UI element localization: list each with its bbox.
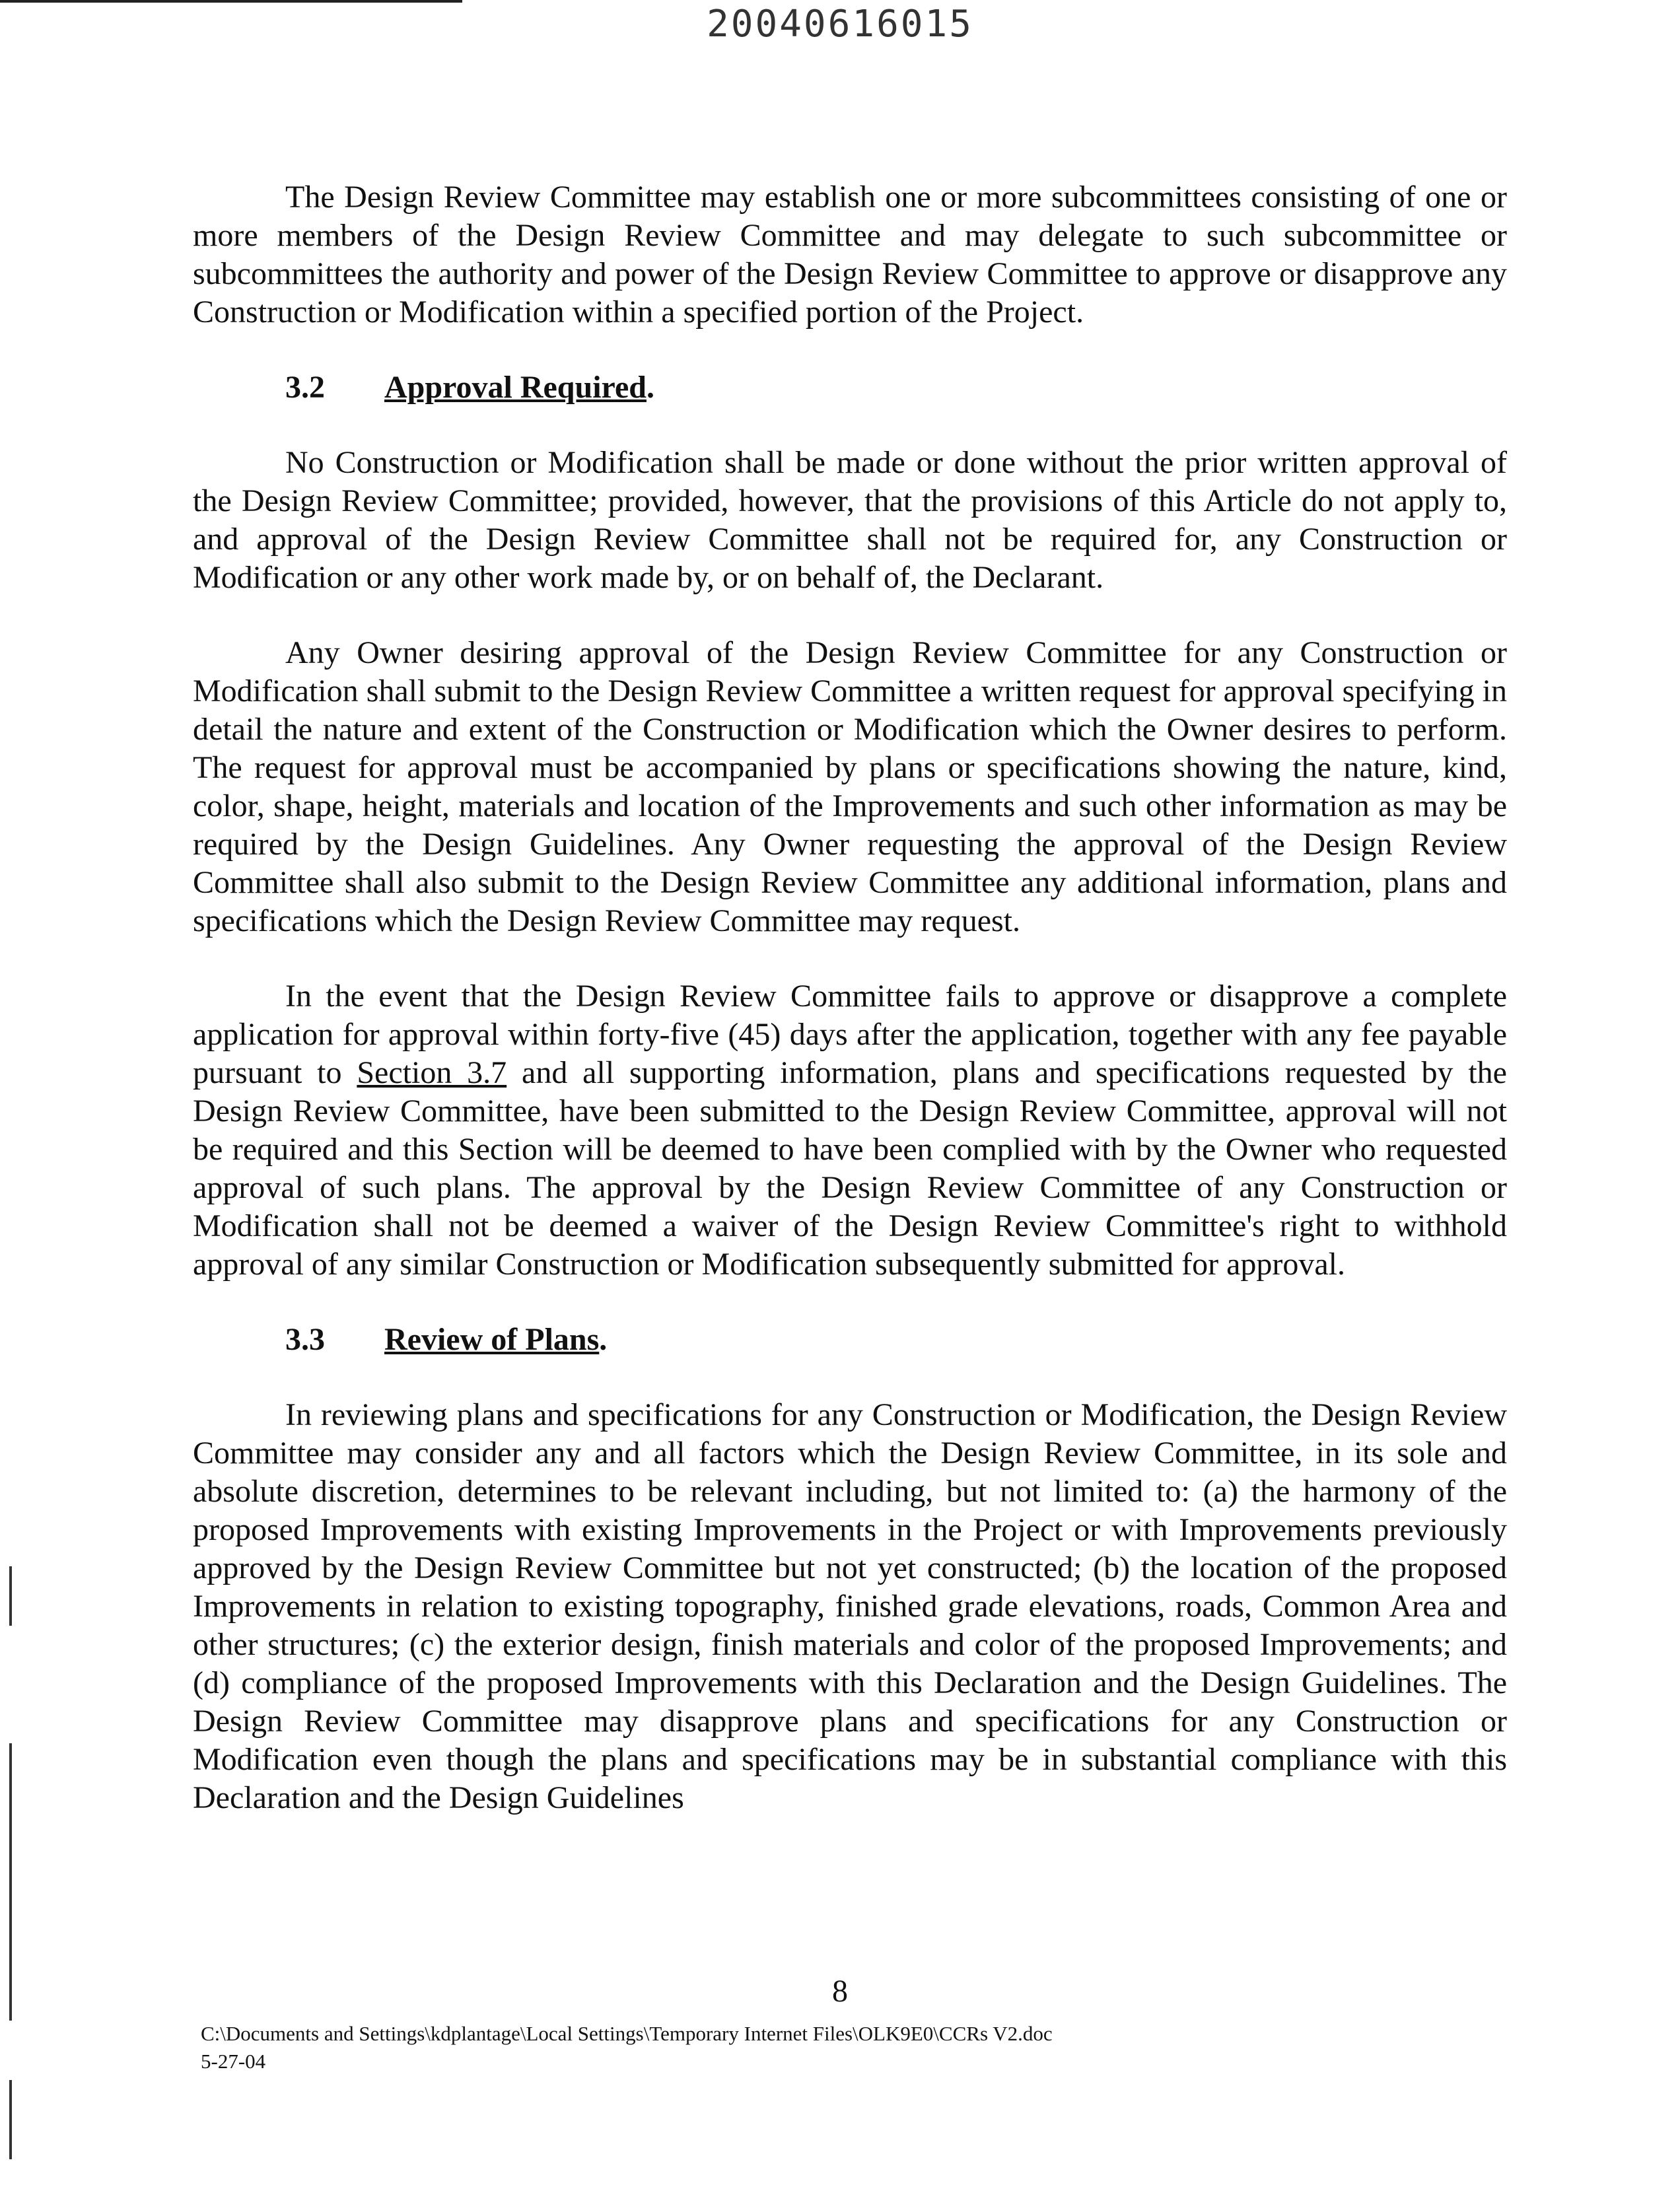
section-title: Review of Plans — [384, 1322, 600, 1357]
section-title-period: . — [646, 370, 654, 405]
document-id: 20040616015 — [707, 3, 973, 46]
page-body — [193, 178, 1507, 1854]
scan-edge-mark — [9, 1566, 12, 1626]
section-heading-3-2 — [285, 368, 1507, 407]
paragraph-deemed-approval — [193, 977, 1507, 1284]
paragraph-review-of-plans: In reviewing plans and specifications for any Construction or Modification, the Design Review Committee may consider any and all factors which the Design Review Committee, in its sole and absolute discretion, determines to be relevant including, but not limited to: (a) the harmony of the proposed Improvements with existing Improvements in the Project or with Improvements previously approved by the Design Review Committee but not yet constructed; (b) the location of the proposed Improvements in relation to existing topography, finished grade elevations, roads, Common Area and other structures; (c) the exterior design, finish materials and color of the proposed Improvements; and (d) compliance of the proposed Improvements with this Declaration and the Design Guidelines. The Design Review Committee may disapprove plans and specifications for any Construction or Modification even though the plans and specifications may be in substantial compliance with this Declaration and the Design Guidelines — [193, 1397, 1507, 1815]
paragraph-owner-request: Any Owner desiring approval of the Design Review Committee for any Construction or Modification shall submit to the Design Review Committee a written request for approval specifying in detail the nature and extent of the Construction or Modification which the Owner desires to perform. The request for approval must be accompanied by plans or specifications showing the nature, kind, color, shape, height, materials and location of the Improvements and such other information as may be required by the Design Guidelines. Any Owner requesting the approval of the Design Review Committee shall also submit to the Design Review Committee any additional information, plans and specifications which the Design Review Committee may request. — [193, 635, 1507, 938]
section-heading-3-3 — [285, 1321, 1507, 1359]
scan-edge-mark — [9, 1743, 12, 2021]
paragraph-text: In the event that the Design Review Committee fails to approve or disapprove a complete application for approval within forty-five (45) days after the application, together with any fee payable pursuant to — [193, 979, 1507, 1090]
paragraph-subcommittees: The Design Review Committee may establish one or more subcommittees consisting of one or more members of the Design Review Committee and may delegate to such subcommittee or subcommittees the authority and power of the Design Review Committee to approve or disapprove any Construction or Modification within a specified portion of the Project. — [193, 180, 1507, 330]
section-title-period: . — [599, 1322, 608, 1357]
footer-date: 5-27-04 — [201, 2050, 266, 2073]
paragraph-text: and all supporting information, plans and specifications requested by the Design Review Committee, have been submitted to the Design Review Committee, approval will not be required and this Section will be deemed to have been complied with by the Owner who requested approval of such plans. The approval by the Design Review Committee of any Construction or Modification shall not be deemed a waiver of the Design Review Committee's right to withhold approval of any similar Construction or Modification subsequently submitted for approval. — [193, 1055, 1507, 1282]
page-number: 8 — [832, 1974, 848, 2009]
scan-edge-mark — [9, 2080, 12, 2159]
section-number: 3.2 — [285, 370, 325, 405]
section-title: Approval Required — [384, 370, 647, 405]
section-cross-reference: Section 3.7 — [357, 1055, 507, 1090]
footer-file-path: C:\Documents and Settings\kdplantage\Local Settings\Temporary Internet Files\OLK9E0\CCRs V2.doc — [201, 2022, 1053, 2045]
paragraph-approval-required: No Construction or Modification shall be made or done without the prior written approval of the Design Review Committee; provided, however, that the provisions of this Article do not apply to, and approval of the Design Review Committee shall not be required for, any Construction or Modification or any other work made by, or on behalf of, the Declarant. — [193, 445, 1507, 595]
section-number: 3.3 — [285, 1322, 325, 1357]
